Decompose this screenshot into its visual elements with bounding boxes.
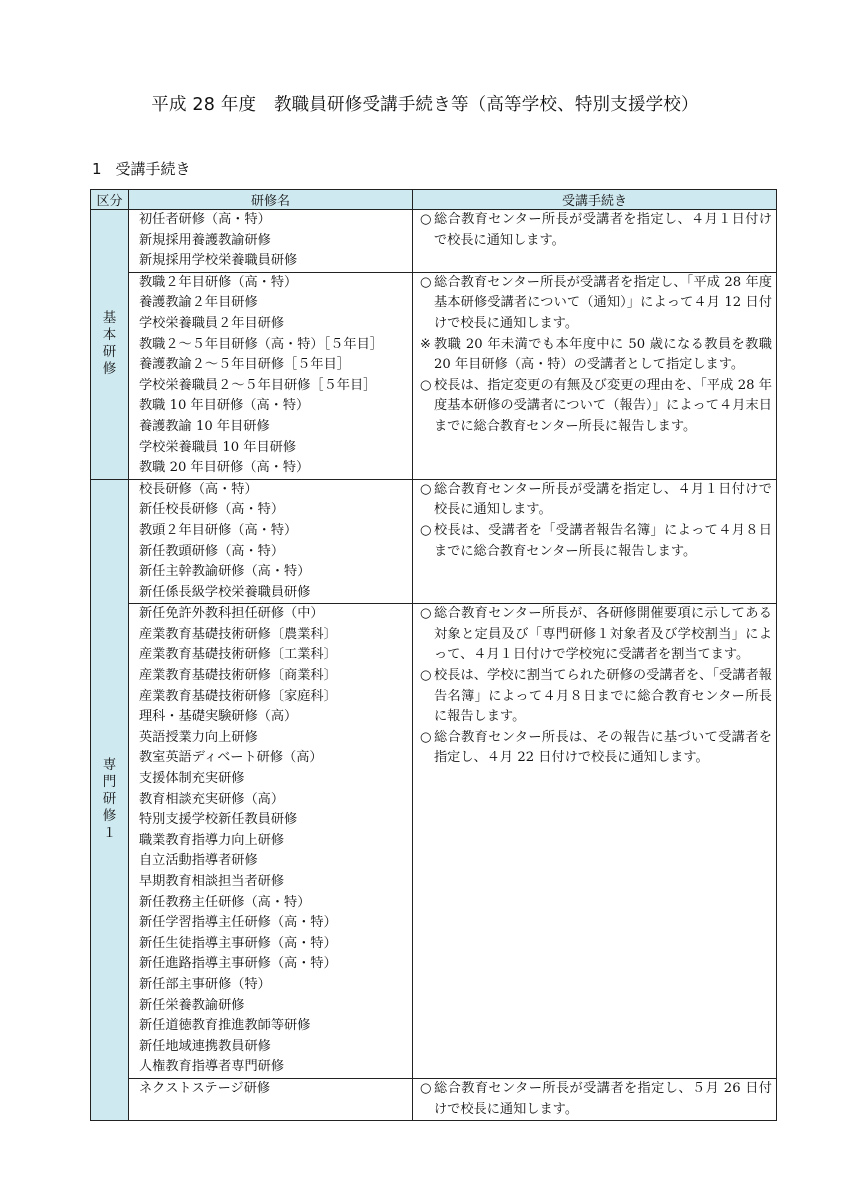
header-name: 研修名 bbox=[129, 190, 413, 210]
category-char: 修 bbox=[102, 361, 117, 378]
training-name: 新任免許外教科担任研修（中） bbox=[139, 606, 324, 622]
procedure-item bbox=[420, 480, 772, 521]
header-kubun: 区分 bbox=[91, 190, 129, 210]
procedure-text: 総合教育センター所長が、各研修開催要項に示してある対象と定員及び「専門研修１対象者及び学校割当」によって、４月１日付けで学校宛に受講者を割当てます。 bbox=[434, 606, 772, 663]
training-name: 養護教諭２年目研修 bbox=[139, 295, 258, 311]
training-name: 新任学習指導主任研修（高・特） bbox=[139, 915, 337, 931]
training-name: 新任生徒指導主事研修（高・特） bbox=[139, 935, 337, 951]
training-name: 新任校長研修（高・特） bbox=[139, 502, 285, 518]
procedure-item bbox=[420, 521, 772, 562]
training-name: 教室英語ディベート研修（高） bbox=[139, 750, 323, 766]
training-name: 教職 10 年目研修（高・特） bbox=[139, 398, 310, 414]
training-name: 自立活動指導者研修 bbox=[139, 853, 258, 869]
procedure-item bbox=[420, 1079, 772, 1120]
training-name: 学校栄養職員 10 年目研修 bbox=[139, 439, 297, 455]
training-name: 英語授業力向上研修 bbox=[139, 729, 258, 745]
procedure-item bbox=[420, 666, 772, 728]
procedure-text: 総合教育センター所長が受講者を指定し、４月１日付けで校長に通知します。 bbox=[434, 212, 772, 248]
bullet-mark: ※ bbox=[420, 336, 432, 352]
bullet-mark: ○ bbox=[420, 522, 432, 538]
training-name: 学校栄養職員２年目研修 bbox=[139, 315, 285, 331]
procedure-cell bbox=[413, 272, 777, 479]
bullet-mark: ○ bbox=[420, 481, 432, 497]
category-cell bbox=[91, 479, 129, 1120]
training-name: 新規採用養護教諭研修 bbox=[139, 232, 271, 248]
category-char: 修 bbox=[102, 808, 117, 825]
procedure-text: 校長は、学校に割当てられた研修の受講者を、「受講者報告名簿」によって４月８日までに総合教育センター所長に報告します。 bbox=[434, 668, 772, 725]
procedure-text: 総合教育センター所長が受講者を指定し、５月 26 日付けで校長に通知します。 bbox=[434, 1080, 772, 1117]
training-name: 養護教諭２～５年目研修［５年目］ bbox=[139, 357, 350, 373]
training-name: 教職２～５年目研修（高・特）［５年目］ bbox=[139, 336, 383, 352]
training-name: 産業教育基礎技術研修〔工業科〕 bbox=[139, 647, 337, 663]
procedure-text: 総合教育センター所長が受講者を指定し、「平成 28 年度基本研修受講者について（通知）」によって４月 12 日付けで校長に通知します。 bbox=[434, 274, 772, 331]
bullet-mark: ○ bbox=[420, 1080, 432, 1096]
procedure-text: 教職 20 年未満でも本年度中に 50 歳になる教員を教職 20 年目研修（高・特）の受講者として指定します。 bbox=[434, 336, 772, 373]
training-name: 特別支援学校新任教員研修 bbox=[139, 812, 298, 828]
training-name: 養護教諭 10 年目研修 bbox=[139, 418, 270, 434]
section-label: 受講手続き bbox=[115, 160, 191, 178]
training-name: 新任進路指導主事研修（高・特） bbox=[139, 956, 337, 972]
category-char: 門 bbox=[102, 774, 117, 791]
bullet-mark: ○ bbox=[420, 668, 432, 684]
training-name: 新任道徳教育推進教師等研修 bbox=[139, 1018, 311, 1034]
bullet-mark: ○ bbox=[420, 606, 432, 622]
bullet-mark: ○ bbox=[420, 274, 432, 290]
table-row bbox=[91, 1078, 777, 1120]
bullet-mark: ○ bbox=[420, 729, 432, 745]
training-name: 校長研修（高・特） bbox=[139, 481, 258, 497]
procedure-item bbox=[420, 335, 772, 376]
table-row bbox=[91, 479, 777, 604]
procedure-item bbox=[420, 210, 772, 251]
training-name: 新任地域連携教員研修 bbox=[139, 1038, 271, 1054]
category-char: 専 bbox=[102, 757, 117, 774]
training-name: 理科・基礎実験研修（高） bbox=[139, 709, 298, 725]
procedure-item bbox=[420, 376, 772, 438]
procedure-item bbox=[420, 273, 772, 335]
training-name: 学校栄養職員２～５年目研修［５年目］ bbox=[139, 377, 377, 393]
section-number: 1 bbox=[92, 160, 102, 178]
table-row bbox=[91, 604, 777, 1079]
training-name: 支援体制充実研修 bbox=[139, 771, 245, 787]
training-name: 新任主幹教諭研修（高・特） bbox=[139, 564, 311, 580]
training-name: 新任教務主任研修（高・特） bbox=[139, 894, 311, 910]
training-name: 教職 20 年目研修（高・特） bbox=[139, 460, 310, 476]
bullet-mark: ○ bbox=[420, 377, 432, 393]
training-names-cell bbox=[129, 604, 413, 1079]
training-name: 新任栄養教諭研修 bbox=[139, 997, 245, 1013]
training-name: 教頭２年目研修（高・特） bbox=[139, 522, 298, 538]
procedure-cell bbox=[413, 210, 777, 273]
procedure-text: 総合教育センター所長が受講を指定し、４月１日付けで校長に通知します。 bbox=[434, 481, 772, 518]
training-name: 産業教育基礎技術研修〔家庭科〕 bbox=[139, 688, 337, 704]
page-title: 平成 28 年度 教職員研修受講手続き等（高等学校、特別支援学校） bbox=[151, 95, 699, 115]
header-procedure: 受講手続き bbox=[413, 190, 777, 210]
category-label bbox=[103, 757, 117, 842]
training-name: 教職２年目研修（高・特） bbox=[139, 274, 298, 290]
category-char: １ bbox=[102, 825, 117, 842]
training-name: 早期教育相談担当者研修 bbox=[139, 874, 285, 889]
training-name: 新規採用学校栄養職員研修 bbox=[139, 253, 298, 269]
training-name: 新任係長級学校栄養職員研修 bbox=[139, 584, 311, 600]
training-name: 教育相談充実研修（高） bbox=[139, 791, 285, 807]
table-row bbox=[91, 210, 777, 273]
training-names-cell bbox=[129, 272, 413, 479]
training-name: 産業教育基礎技術研修〔商業科〕 bbox=[139, 668, 337, 684]
table-row bbox=[91, 272, 777, 479]
training-names-cell bbox=[129, 479, 413, 604]
procedure-table bbox=[90, 189, 777, 1121]
category-char: 基 bbox=[102, 310, 117, 327]
table-header-row bbox=[91, 190, 777, 210]
procedure-text: 校長は、指定変更の有無及び変更の理由を、「平成 28 年度基本研修の受講者について（報告）」によって４月末日までに総合教育センター所長に報告します。 bbox=[434, 377, 772, 434]
procedure-text: 総合教育センター所長は、その報告に基づいて受講者を指定し、４月 22 日付けで校長に通知します。 bbox=[434, 729, 772, 766]
category-label bbox=[103, 310, 117, 378]
procedure-cell bbox=[413, 479, 777, 604]
procedure-item bbox=[420, 728, 772, 769]
category-cell bbox=[91, 210, 129, 480]
training-name: 人権教育指導者専門研修 bbox=[139, 1059, 285, 1075]
training-name: 新任教頭研修（高・特） bbox=[139, 543, 285, 559]
category-char: 研 bbox=[102, 344, 117, 361]
training-name: 新任部主事研修（特） bbox=[139, 976, 271, 992]
procedure-cell bbox=[413, 604, 777, 1079]
procedure-item bbox=[420, 604, 772, 666]
training-names-cell bbox=[129, 210, 413, 273]
table-body bbox=[91, 210, 777, 1121]
training-name: ネクストステージ研修 bbox=[139, 1080, 271, 1096]
training-name: 産業教育基礎技術研修〔農業科〕 bbox=[139, 626, 337, 642]
procedure-text: 校長は、受講者を「受講者報告名簿」によって４月８日までに総合教育センター所長に報告します。 bbox=[434, 522, 772, 559]
section-heading bbox=[92, 158, 191, 179]
training-name: 初任者研修（高・特） bbox=[139, 212, 271, 227]
training-name: 職業教育指導力向上研修 bbox=[139, 832, 285, 848]
category-char: 本 bbox=[102, 327, 117, 344]
procedure-cell bbox=[413, 1078, 777, 1120]
bullet-mark: ○ bbox=[420, 212, 432, 227]
category-char: 研 bbox=[102, 791, 117, 808]
training-names-cell bbox=[129, 1078, 413, 1120]
